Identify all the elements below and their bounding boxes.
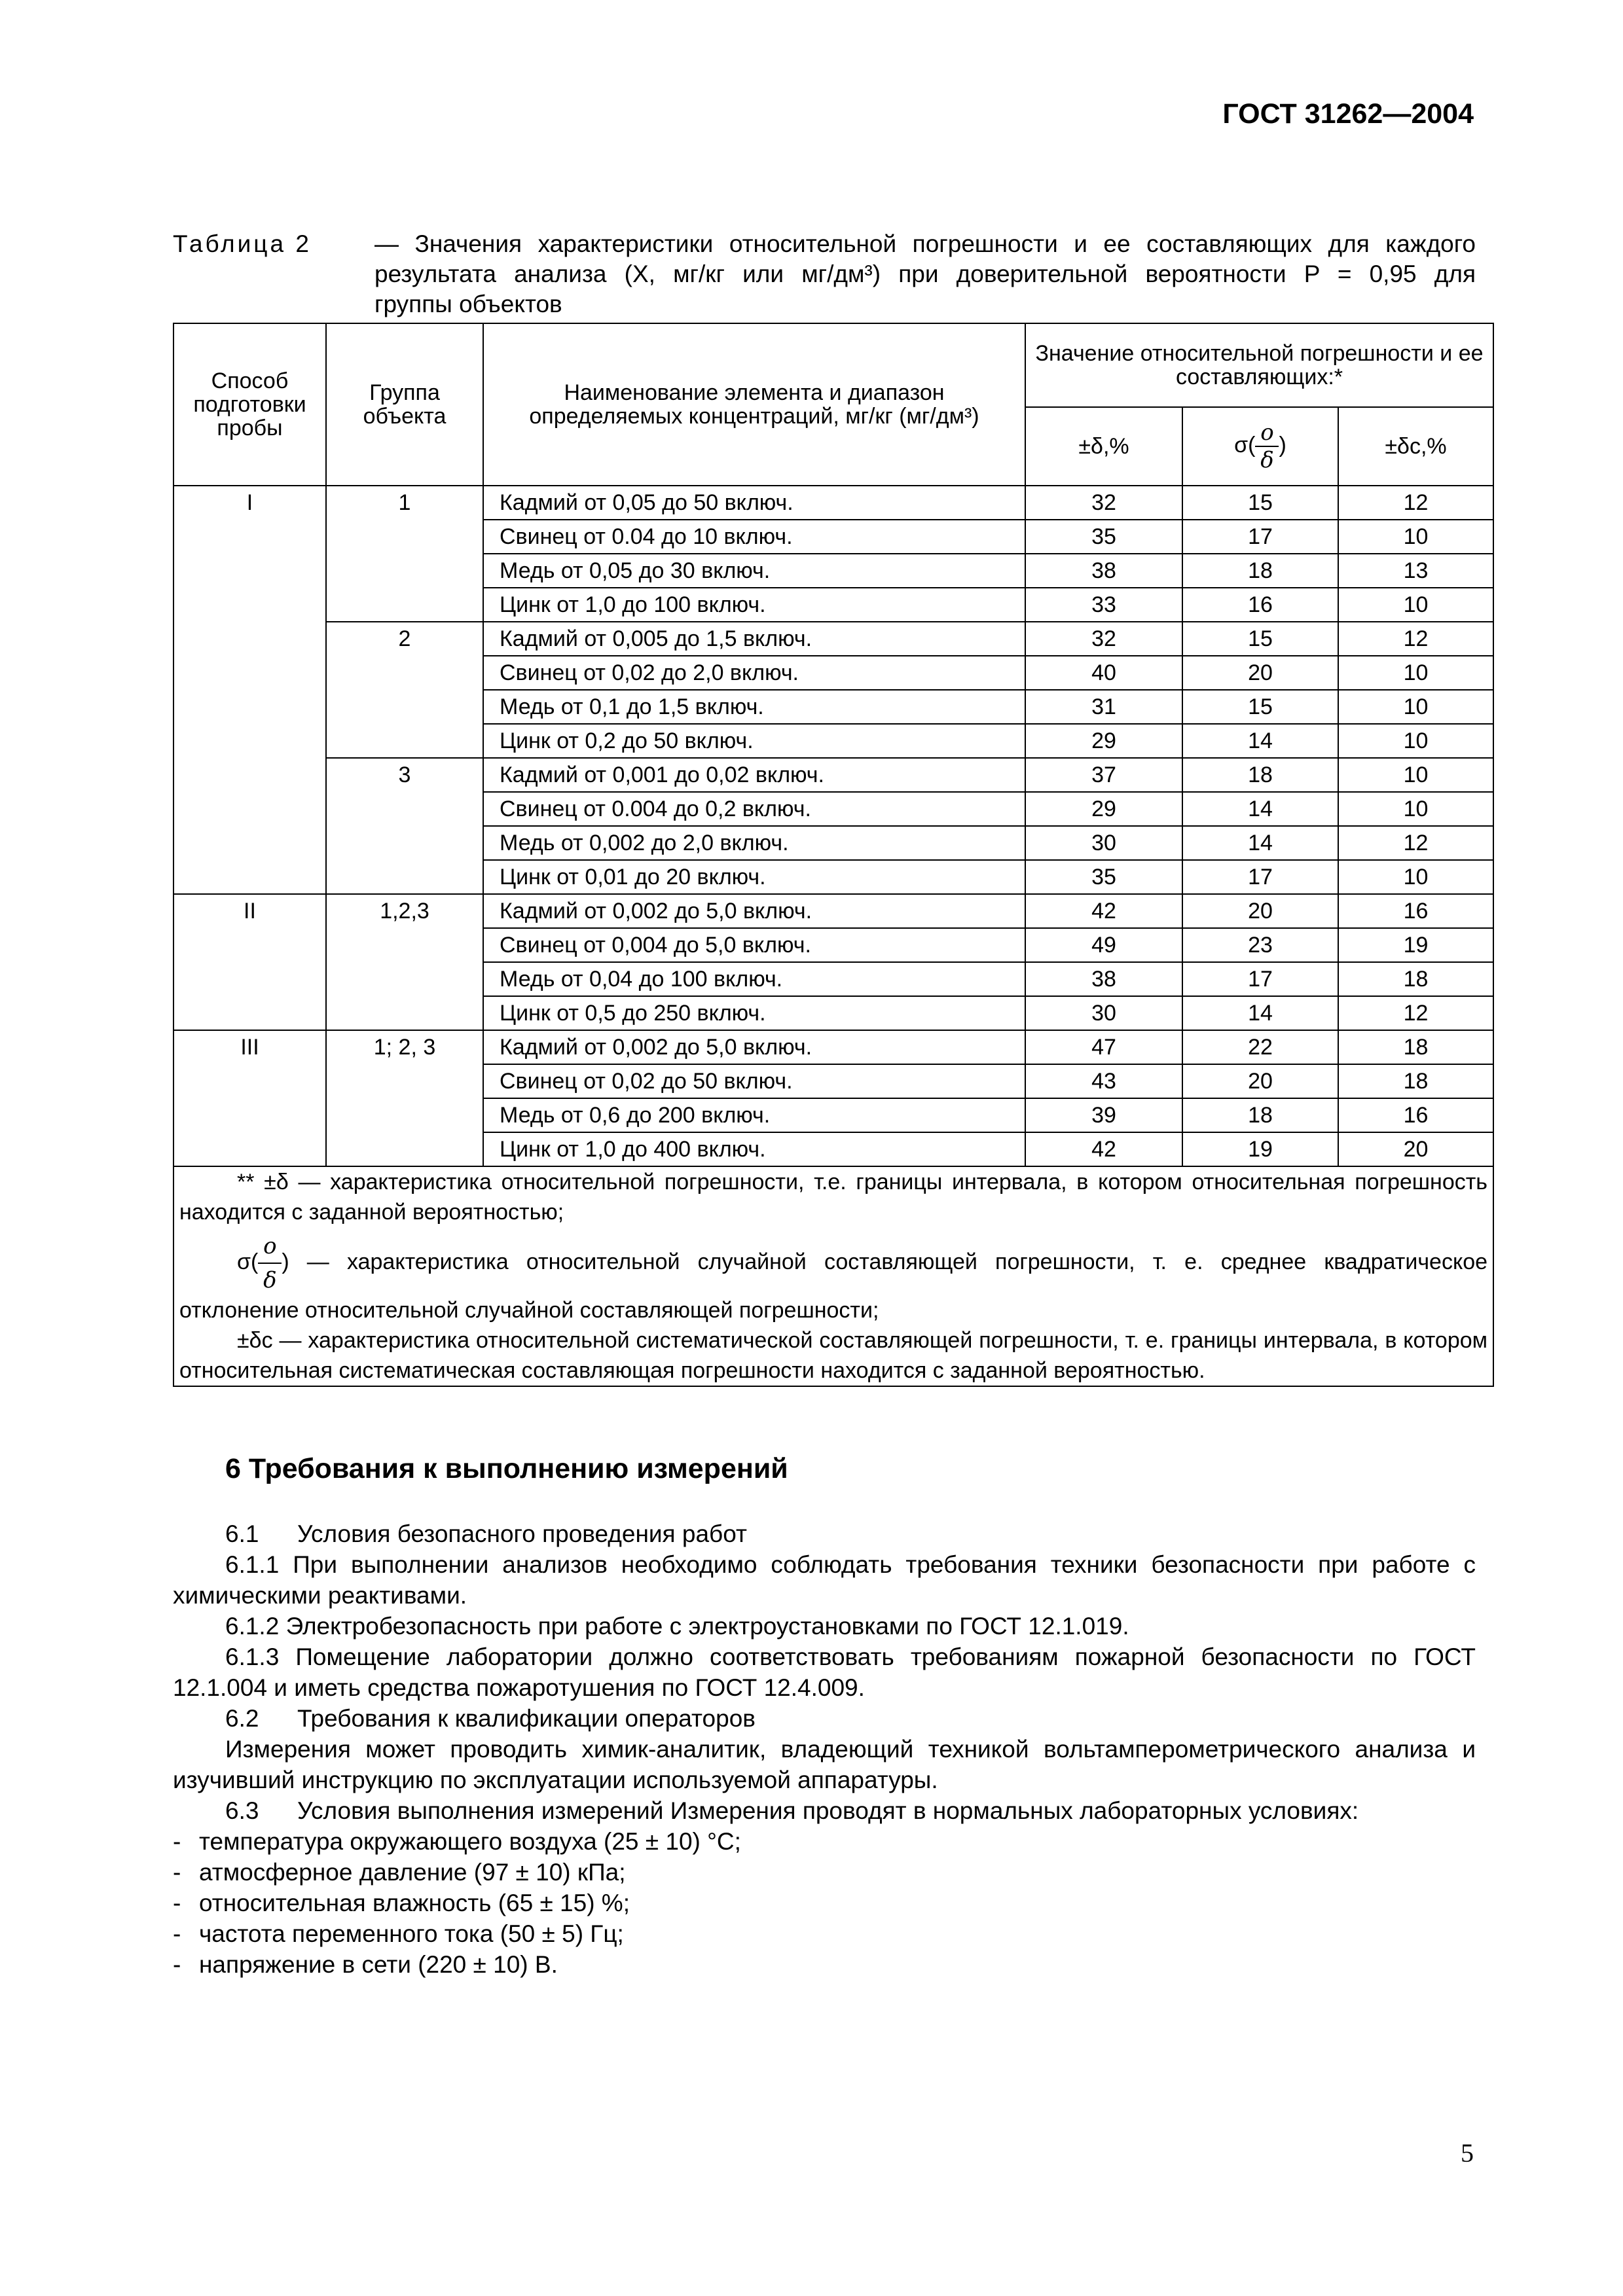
cell-element: Медь от 0,05 до 30 включ. bbox=[483, 554, 1025, 588]
cell-method: I bbox=[173, 486, 326, 894]
cell-element: Свинец от 0.004 до 0,2 включ. bbox=[483, 792, 1025, 826]
cell-delta-c: 20 bbox=[1338, 1132, 1493, 1166]
page-number: 5 bbox=[1461, 2138, 1474, 2168]
cell-sigma: 18 bbox=[1182, 1098, 1338, 1132]
cell-sigma: 15 bbox=[1182, 690, 1338, 724]
para-6-1-3: 6.1.3 Помещение лаборатории должно соответствовать требованиям пожарной безопасности по ГОСТ 12.1.004 и иметь средства пожаротушения по ГОСТ 12.4.009. bbox=[173, 1643, 1476, 1701]
cell-sigma: 15 bbox=[1182, 486, 1338, 520]
cell-element: Кадмий от 0,002 до 5,0 включ. bbox=[483, 1030, 1025, 1064]
cell-delta: 35 bbox=[1025, 860, 1182, 894]
para-6-3-text: Условия выполнения измерений Измерения проводят в нормальных лабораторных условиях: bbox=[297, 1797, 1359, 1824]
note-delta: ** ±δ — характеристика относительной погрешности, т.е. границы интервала, в котором относительная погрешность находится с заданной вероятностью; bbox=[179, 1170, 1488, 1225]
note-sigma-denominator: δ bbox=[263, 1267, 277, 1293]
cell-delta: 37 bbox=[1025, 758, 1182, 792]
cell-element: Свинец от 0,02 до 50 включ. bbox=[483, 1064, 1025, 1098]
header-group: Группа объекта bbox=[326, 323, 483, 486]
note-sigma bbox=[179, 1231, 1487, 1325]
cell-group: 2 bbox=[326, 622, 483, 758]
cell-delta-c: 10 bbox=[1338, 792, 1493, 826]
note-sigma-prefix: σ( bbox=[237, 1249, 259, 1274]
cell-element: Медь от 0,04 до 100 включ. bbox=[483, 962, 1025, 996]
para-6-1-1: 6.1.1 При выполнении анализов необходимо соблюдать требования техники безопасности при работе с химическими реактивами. bbox=[173, 1551, 1476, 1609]
cell-delta-c: 16 bbox=[1338, 1098, 1493, 1132]
list-dash: - bbox=[173, 1951, 181, 1978]
cell-element: Кадмий от 0,05 до 50 включ. bbox=[483, 486, 1025, 520]
header-method: Способ подготовки пробы bbox=[173, 323, 326, 486]
cell-delta-c: 18 bbox=[1338, 962, 1493, 996]
para-6-2-text: Требования к квалификации операторов bbox=[297, 1705, 756, 1732]
cell-delta: 33 bbox=[1025, 588, 1182, 622]
cell-delta-c: 12 bbox=[1338, 622, 1493, 656]
cell-sigma: 15 bbox=[1182, 622, 1338, 656]
cell-delta-c: 12 bbox=[1338, 826, 1493, 860]
cell-sigma: 17 bbox=[1182, 962, 1338, 996]
cell-group: 3 bbox=[326, 758, 483, 894]
list-dash: - bbox=[173, 1828, 181, 1855]
section-title: 6 Требования к выполнению измерений bbox=[225, 1453, 788, 1484]
para-6-1 bbox=[173, 1518, 1476, 1549]
cell-group: 1; 2, 3 bbox=[326, 1030, 483, 1166]
sigma-denominator: δ bbox=[1260, 447, 1274, 473]
cell-delta-c: 10 bbox=[1338, 656, 1493, 690]
cell-delta-c: 10 bbox=[1338, 724, 1493, 758]
header-delta-c-label: ±δc,% bbox=[1385, 434, 1447, 459]
cell-group: 1 bbox=[326, 486, 483, 622]
sigma-suffix: ) bbox=[1279, 432, 1286, 457]
table-row bbox=[173, 622, 1493, 656]
para-6-1-2: 6.1.2 Электробезопасность при работе с электроустановками по ГОСТ 12.1.019. bbox=[225, 1613, 1129, 1640]
table-row bbox=[173, 486, 1493, 520]
cell-sigma: 16 bbox=[1182, 588, 1338, 622]
cell-delta: 31 bbox=[1025, 690, 1182, 724]
para-6-2-number: 6.2 bbox=[225, 1705, 259, 1732]
table-notes bbox=[173, 1166, 1493, 1386]
cell-delta-c: 13 bbox=[1338, 554, 1493, 588]
cell-sigma: 22 bbox=[1182, 1030, 1338, 1064]
cell-delta: 47 bbox=[1025, 1030, 1182, 1064]
cell-delta: 42 bbox=[1025, 894, 1182, 928]
cell-delta: 39 bbox=[1025, 1098, 1182, 1132]
list-item-text: температура окружающего воздуха (25 ± 10) °С; bbox=[199, 1828, 741, 1855]
cell-sigma: 18 bbox=[1182, 758, 1338, 792]
table-row bbox=[173, 894, 1493, 928]
para-6-1-number: 6.1 bbox=[225, 1520, 259, 1547]
cell-method: III bbox=[173, 1030, 326, 1166]
para-6-3-number: 6.3 bbox=[225, 1797, 259, 1824]
cell-element: Кадмий от 0,005 до 1,5 включ. bbox=[483, 622, 1025, 656]
cell-element: Свинец от 0,004 до 5,0 включ. bbox=[483, 928, 1025, 962]
cell-delta: 38 bbox=[1025, 554, 1182, 588]
cell-sigma: 14 bbox=[1182, 724, 1338, 758]
note-sigma-text: ) — характеристика относительной случайной составляющей погрешности, т. е. среднее квадратическое отклонение относительной случайной составляющей погрешности; bbox=[179, 1249, 1488, 1323]
cell-delta: 32 bbox=[1025, 622, 1182, 656]
cell-sigma: 14 bbox=[1182, 826, 1338, 860]
caption-line-2: результата анализа (X, мг/кг или мг/дм³) при доверительной вероятности P = 0,95 для bbox=[374, 260, 1476, 287]
cell-delta-c: 12 bbox=[1338, 486, 1493, 520]
cell-delta: 30 bbox=[1025, 996, 1182, 1030]
cell-element: Свинец от 0,02 до 2,0 включ. bbox=[483, 656, 1025, 690]
cell-element: Цинк от 0,5 до 250 включ. bbox=[483, 996, 1025, 1030]
cell-element: Цинк от 1,0 до 100 включ. bbox=[483, 588, 1025, 622]
list-dash: - bbox=[173, 1859, 181, 1886]
cell-delta-c: 12 bbox=[1338, 996, 1493, 1030]
para-6-3 bbox=[173, 1795, 1476, 1826]
list-item bbox=[173, 1888, 1476, 1918]
cell-delta: 49 bbox=[1025, 928, 1182, 962]
header-element: Наименование элемента и диапазон определяемых концентраций, мг/кг (мг/дм³) bbox=[483, 323, 1025, 486]
list-dash: - bbox=[173, 1920, 181, 1947]
list-item-text: атмосферное давление (97 ± 10) кПа; bbox=[199, 1859, 626, 1886]
cell-sigma: 19 bbox=[1182, 1132, 1338, 1166]
table-row bbox=[173, 1030, 1493, 1064]
sigma-numerator: o bbox=[1260, 420, 1274, 446]
table-row bbox=[173, 758, 1493, 792]
header-sigma bbox=[1182, 407, 1338, 486]
section-body bbox=[173, 1518, 1476, 1980]
table-notes-row bbox=[173, 1166, 1493, 1386]
cell-delta-c: 10 bbox=[1338, 520, 1493, 554]
cell-delta: 30 bbox=[1025, 826, 1182, 860]
cell-element: Медь от 0,1 до 1,5 включ. bbox=[483, 690, 1025, 724]
list-item-text: относительная влажность (65 ± 15) %; bbox=[199, 1890, 630, 1916]
cell-sigma: 18 bbox=[1182, 554, 1338, 588]
cell-sigma: 14 bbox=[1182, 792, 1338, 826]
table-caption bbox=[173, 229, 1476, 317]
note-sigma-fraction bbox=[258, 1231, 282, 1295]
cell-element: Медь от 0,6 до 200 включ. bbox=[483, 1098, 1025, 1132]
cell-sigma: 14 bbox=[1182, 996, 1338, 1030]
cell-delta-c: 19 bbox=[1338, 928, 1493, 962]
header-value: Значение относительной погрешности и ее составляющих:* bbox=[1025, 323, 1493, 407]
list-item bbox=[173, 1826, 1476, 1857]
cell-delta: 32 bbox=[1025, 486, 1182, 520]
cell-element: Кадмий от 0,001 до 0,02 включ. bbox=[483, 758, 1025, 792]
cell-element: Свинец от 0.04 до 10 включ. bbox=[483, 520, 1025, 554]
standard-number: ГОСТ 31262—2004 bbox=[1222, 98, 1474, 130]
cell-delta: 42 bbox=[1025, 1132, 1182, 1166]
caption-line-3: группы объектов bbox=[374, 291, 562, 317]
cell-delta-c: 10 bbox=[1338, 588, 1493, 622]
cell-element: Медь от 0,002 до 2,0 включ. bbox=[483, 826, 1025, 860]
conditions-list bbox=[173, 1826, 1476, 1980]
cell-delta-c: 10 bbox=[1338, 758, 1493, 792]
cell-element: Цинк от 0,2 до 50 включ. bbox=[483, 724, 1025, 758]
list-item bbox=[173, 1857, 1476, 1888]
sigma-prefix: σ( bbox=[1234, 432, 1256, 457]
header-delta bbox=[1025, 407, 1182, 486]
cell-delta: 38 bbox=[1025, 962, 1182, 996]
cell-sigma: 17 bbox=[1182, 860, 1338, 894]
cell-delta: 29 bbox=[1025, 724, 1182, 758]
list-item-text: напряжение в сети (220 ± 10) В. bbox=[199, 1951, 558, 1978]
cell-sigma: 20 bbox=[1182, 1064, 1338, 1098]
cell-sigma: 20 bbox=[1182, 656, 1338, 690]
note-sigma-numerator: o bbox=[263, 1233, 277, 1259]
note-delta-c: ±δc — характеристика относительной систематической составляющей погрешности, т. е. границы интервала, в котором относительная систематическая составляющая погрешности находится с заданной вероятностью. bbox=[179, 1328, 1488, 1383]
sigma-fraction bbox=[1255, 421, 1279, 472]
cell-element: Кадмий от 0,002 до 5,0 включ. bbox=[483, 894, 1025, 928]
caption-line-1: — Значения характеристики относительной погрешности и ее составляющих для каждого bbox=[374, 230, 1476, 257]
cell-delta-c: 10 bbox=[1338, 860, 1493, 894]
list-item bbox=[173, 1918, 1476, 1949]
header-delta-c bbox=[1338, 407, 1493, 486]
cell-method: II bbox=[173, 894, 326, 1030]
para-6-2 bbox=[173, 1703, 1476, 1734]
cell-delta-c: 18 bbox=[1338, 1030, 1493, 1064]
para-6-1-text: Условия безопасного проведения работ bbox=[297, 1520, 747, 1547]
table-caption-label: Таблица 2 bbox=[173, 230, 312, 257]
cell-delta-c: 16 bbox=[1338, 894, 1493, 928]
cell-element: Цинк от 0,01 до 20 включ. bbox=[483, 860, 1025, 894]
cell-element: Цинк от 1,0 до 400 включ. bbox=[483, 1132, 1025, 1166]
cell-delta: 35 bbox=[1025, 520, 1182, 554]
cell-sigma: 23 bbox=[1182, 928, 1338, 962]
para-operators: Измерения может проводить химик-аналитик, владеющий техникой вольтамперометрического анализа и изучивший инструкцию по эксплуатации используемой аппаратуры. bbox=[173, 1736, 1476, 1793]
cell-delta-c: 10 bbox=[1338, 690, 1493, 724]
list-item-text: частота переменного тока (50 ± 5) Гц; bbox=[199, 1920, 624, 1947]
cell-sigma: 17 bbox=[1182, 520, 1338, 554]
cell-group: 1,2,3 bbox=[326, 894, 483, 1030]
cell-delta: 40 bbox=[1025, 656, 1182, 690]
cell-sigma: 20 bbox=[1182, 894, 1338, 928]
cell-delta-c: 18 bbox=[1338, 1064, 1493, 1098]
list-item bbox=[173, 1949, 1476, 1980]
error-characteristics-table bbox=[173, 323, 1494, 1387]
cell-delta: 29 bbox=[1025, 792, 1182, 826]
header-delta-label: ±δ,% bbox=[1078, 434, 1129, 459]
cell-delta: 43 bbox=[1025, 1064, 1182, 1098]
list-dash: - bbox=[173, 1890, 181, 1916]
